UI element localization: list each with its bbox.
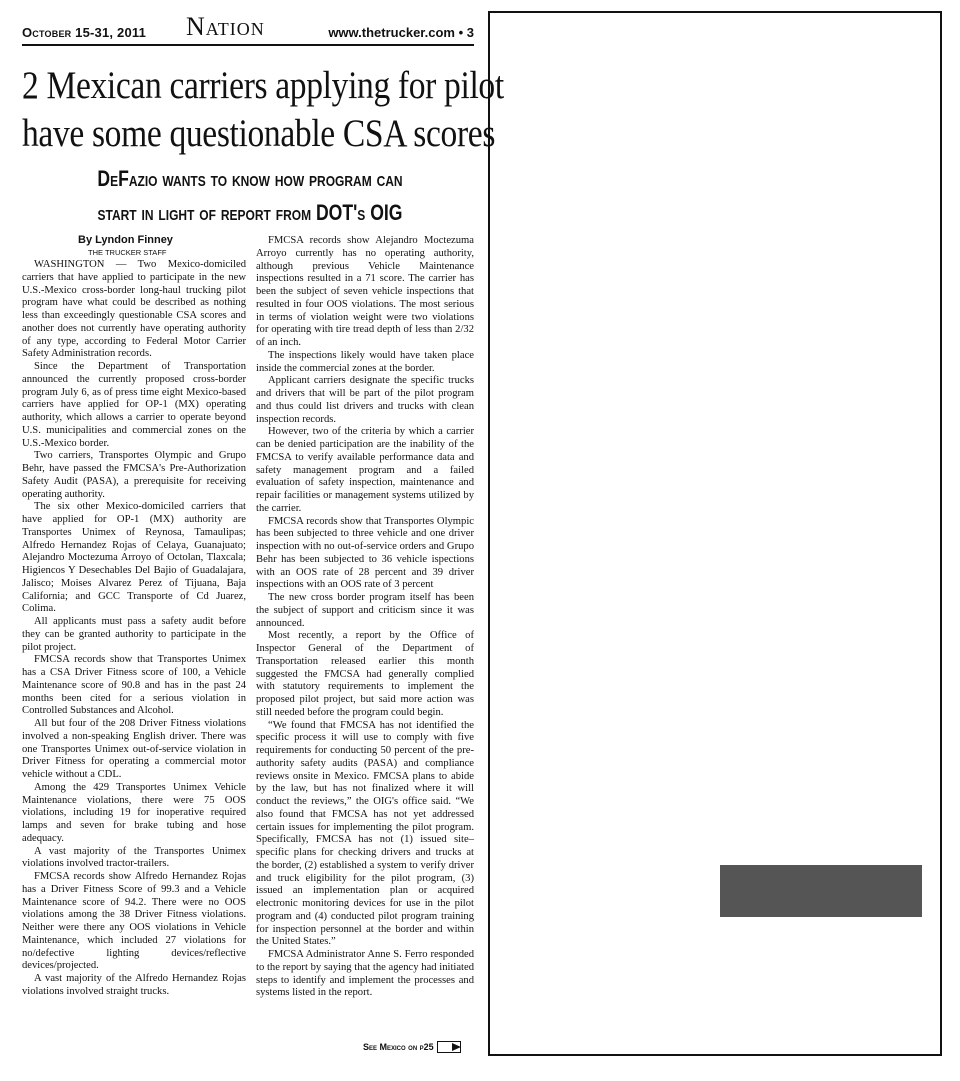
article-paragraph: However, two of the criteria by which a carrier can be denied participation are the inability of the FMCSA to verify available performance data and safety management program and a failed evaluation of safety inspection, maintenance and repair facilities or management systems utilized by the carrier. xyxy=(256,426,474,514)
article-paragraph: FMCSA records show Alfredo Hernandez Rojas has a Driver Fitness Score of 99.3 and a Vehicle Maintenance score of 94.2. There were no OOS violations among the 38 Driver Fitness violations. Neither were there any OOS violations in Vehicle Maintenance, which included 27 violations for no/defective lighting devices/reflective devices/projected. xyxy=(22,871,246,972)
article-paragraph: Two carriers, Transportes Olympic and Grupo Behr, have passed the FMCSA's Pre-Authorization Safety Audit (PASA), a prerequisite for receiving operating authority. xyxy=(22,450,246,500)
article-paragraph: Applicant carriers designate the specific trucks and drivers that will be part of the pilot program and thus could list drivers and trucks with clean inspection records. xyxy=(256,375,474,425)
article-paragraph: The new cross border program itself has been the subject of support and criticism since it was announced. xyxy=(256,592,474,629)
ad-placeholder-block xyxy=(720,865,922,917)
arrow-right-icon xyxy=(437,1041,461,1053)
deck-line-1: DeFazio wants to know how program can xyxy=(97,166,403,191)
article-paragraph: A vast majority of the Transportes Unimex violations involved tractor-trailers. xyxy=(22,845,246,870)
article-deck xyxy=(82,162,418,230)
website-page-number: www.thetrucker.com • 3 xyxy=(328,25,474,40)
article-headline xyxy=(22,62,504,158)
page-header xyxy=(22,12,474,46)
article-paragraph: A vast majority of the Alfredo Hernandez Rojas violations involved straight trucks. xyxy=(22,973,246,997)
headline-line-1: 2 Mexican carriers applying for pilot xyxy=(22,64,504,107)
ad-space xyxy=(488,11,942,1056)
article-paragraph: All but four of the 208 Driver Fitness violations involved a non-speaking English driver. There was one Transportes Unimex out-of-service violation in Driver Fitness for operating a commercial motor vehicle without a CDL. xyxy=(22,718,246,780)
article-paragraph: FMCSA records show Alejandro Moctezuma Arroyo currently has no operating authority, although previous Vehicle Maintenance inspections resulted in a 71 score. The carrier has been the subject of seven vehicle inspections that resulted in four OOS violations. The most serious in terms of violation weight were two violations for operating with tire tread depth of less than 2/32 of an inch. xyxy=(256,235,474,348)
section-title: Nation xyxy=(186,12,265,41)
deck-line-2: start in light of report from DOT's OIG xyxy=(97,200,403,225)
article-paragraph: All applicants must pass a safety audit before they can be granted authority to participate in the pilot project. xyxy=(22,616,246,653)
jump-line[interactable] xyxy=(363,1041,461,1053)
byline: By Lyndon Finney xyxy=(78,234,173,246)
article-paragraph: WASHINGTON — Two Mexico-domiciled carriers that have applied to participate in the new U.S.-Mexico cross-border long-haul trucking pilot program have what could be described as nothing less than exceedingly questionable CSA scores and another does not currently have operating authority of any type, according to Federal Motor Carrier Safety Administration records. xyxy=(22,259,246,360)
header-rule xyxy=(22,44,474,46)
byline-staff: THE TRUCKER STAFF xyxy=(88,248,167,257)
article-column-1 xyxy=(22,259,246,999)
article-paragraph: The inspections likely would have taken place inside the commercial zones at the border. xyxy=(256,349,474,374)
article-paragraph: “We found that FMCSA has not identified the specific process it will use to comply with five requirements for conducting 50 percent of the pre-authority safety audits (PASA) and compliance reviews onsite in Mexico. FMCSA plans to abide by the law, but has not finalized where it will conduct the reviews,” the OIG's office said. “We also found that FMCSA has not yet addressed certain issues for implementing the pilot program. Specifically, FMCSA has not (1) issued site–specific plans for checking drivers and trucks at the border, (2) established a system to verify driver and truck eligibility for the pilot program, (3) issued an implementation plan or acquired electronic monitoring devices for use in the pilot program and (4) conducted pilot program training for inspection personnel at the border and within the United States.” xyxy=(256,719,474,948)
article-paragraph: Among the 429 Transportes Unimex Vehicle Maintenance violations, there were 75 OOS violations, including 19 for inoperative required lamps and seven for brake tubing and hose adequacy. xyxy=(22,781,246,844)
article-column-2 xyxy=(256,235,474,1000)
jump-text: See Mexico on p25 xyxy=(363,1042,434,1052)
issue-date: October 15-31, 2011 xyxy=(22,25,147,40)
article-paragraph: FMCSA records show that Transportes Olympic has been subjected to three vehicle and one driver inspection with no out-of-service orders and Grupo Behr has been subjected to 36 vehicle ispections with an OOS rate of 28 percent and 39 driver inspections with an OOS rate of 3 percent xyxy=(256,515,474,591)
article-paragraph: The six other Mexico-domiciled carriers that have applied for OP-1 (MX) authority are Transportes Unimex of Reynosa, Tamaulipas; Alfredo Hernandez Rojas of Celaya, Guanajuato; Alejandro Moctezuma Arroyo of Octolan, Tlaxcala; Higiencos Y Desechables Del Bajio of Guadalajara, Jalisco; Moises Alvarez Perez of Tijuana, Baja California; and GCC Transporte of Cd Juarez, Colima. xyxy=(22,501,246,615)
article-paragraph: FMCSA records show that Transportes Unimex has a CSA Driver Fitness score of 100, a Vehicle Maintenance score of 90.8 and has in the past 24 months been cited for a serious violation in Controlled Substances and Alcohol. xyxy=(22,654,246,717)
article-paragraph: FMCSA Administrator Anne S. Ferro responded to the report by saying that the agency had initiated steps to identify and implement the processes and systems listed in the report. xyxy=(256,949,474,999)
article-paragraph: Most recently, a report by the Office of Inspector General of the Department of Transportation released earlier this month suggested the FMCSA had generally complied with statutory requirements to implement the proposed pilot project, but said more action was still needed before the program could begin. xyxy=(256,630,474,718)
headline-line-2: have some questionable CSA scores xyxy=(22,112,496,155)
article-paragraph: Since the Department of Transportation announced the currently proposed cross-border program July 6, as of press time eight Mexico-based carriers have applied for OP-1 (MX) operating authority, which allows a carrier to operate beyond U.S. municipalities and commercial zones on the U.S.-Mexico border. xyxy=(22,361,246,449)
